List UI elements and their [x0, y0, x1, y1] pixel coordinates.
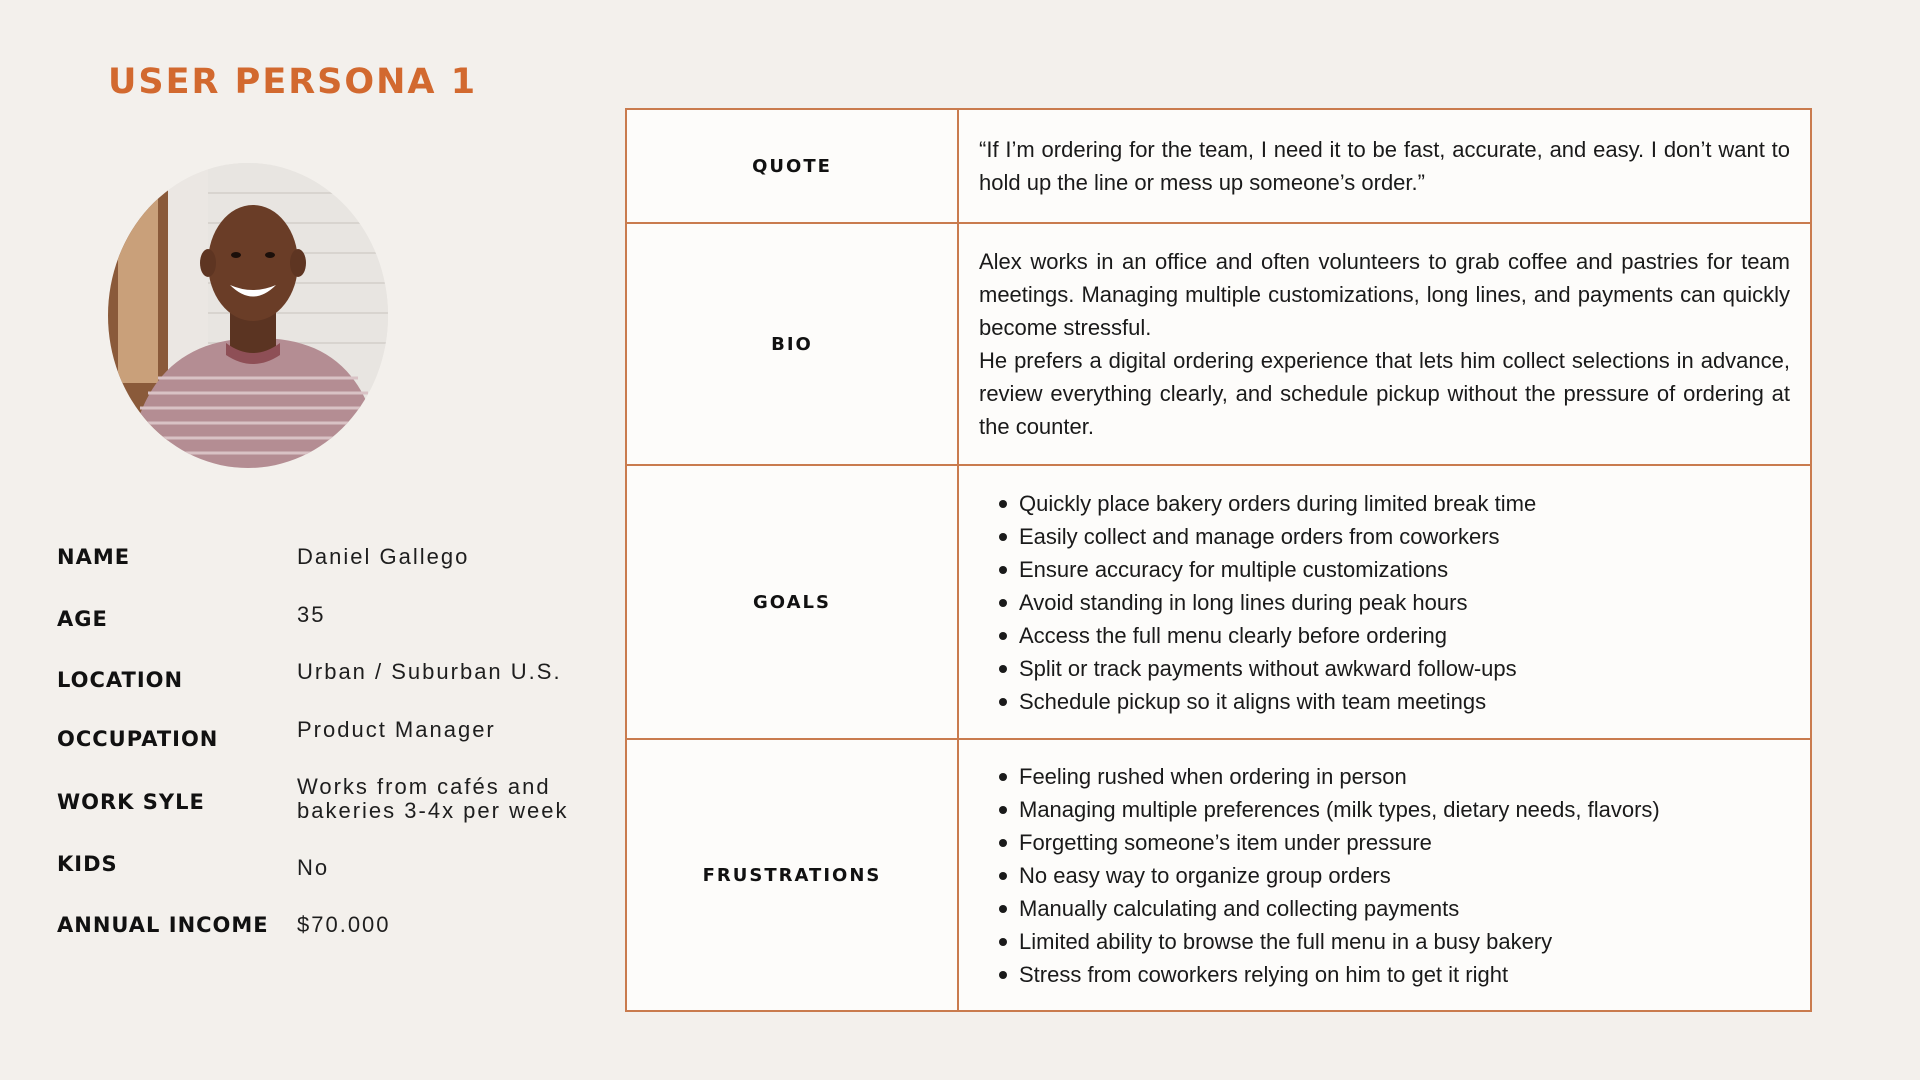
profile-value-name: Daniel Gallego: [297, 544, 470, 569]
profile-label-income: ANNUAL INCOME: [57, 913, 269, 937]
goal-item: Quickly place bakery orders during limited break time: [1019, 487, 1790, 520]
goals-content: [979, 466, 1790, 738]
profile-row-kids: [57, 852, 597, 892]
table-row-frustrations: [627, 740, 1810, 1010]
profile-row-occupation: [57, 718, 597, 758]
frustration-item: Stress from coworkers relying on him to get it right: [1019, 958, 1790, 991]
frustration-item: Feeling rushed when ordering in person: [1019, 760, 1790, 793]
table-row-quote: [627, 110, 1810, 224]
profile-label-name: NAME: [57, 545, 131, 569]
profile-row-name: [57, 545, 597, 585]
profile-value-location: Urban / Suburban U.S.: [297, 659, 562, 684]
table-row-bio: [627, 224, 1810, 466]
frustration-item: No easy way to organize group orders: [1019, 859, 1790, 892]
profile-row-income: [57, 913, 597, 953]
goal-item: Avoid standing in long lines during peak hours: [1019, 586, 1790, 619]
profile-value-work-style-line-1: Works from cafés and: [297, 774, 551, 799]
table-row-goals: [627, 466, 1810, 740]
goal-item: Schedule pickup so it aligns with team meetings: [1019, 685, 1790, 718]
bio-paragraph: He prefers a digital ordering experience that lets him collect selections in advance, review everything clearly, and schedule pickup without the pressure of ordering at the counter.: [979, 348, 1790, 439]
profile-label-kids: KIDS: [57, 852, 118, 876]
frustrations-label: FRUSTRATIONS: [627, 740, 959, 1010]
profile-value-income: $70.000: [297, 912, 391, 937]
goal-item: Split or track payments without awkward follow-ups: [1019, 652, 1790, 685]
profile-row-work-style: [57, 775, 597, 835]
bio-label: BIO: [627, 224, 959, 464]
profile-label-age: AGE: [57, 607, 108, 631]
profile-value-work-style: [297, 775, 568, 823]
goals-label: GOALS: [627, 466, 959, 738]
profile-value-work-style-line-2: bakeries 3-4x per week: [297, 798, 569, 823]
profile-value-age: 35: [297, 602, 326, 627]
frustrations-list: [979, 760, 1790, 991]
quote-label: QUOTE: [627, 110, 959, 222]
bio-paragraph: Alex works in an office and often volunteers to grab coffee and pastries for team meetings. Managing multiple customizations, long lines, and payments can quickly become stressful.: [979, 249, 1790, 340]
profile-label-location: LOCATION: [57, 668, 184, 692]
goal-item: Ensure accuracy for multiple customizations: [1019, 553, 1790, 586]
frustration-item: Manually calculating and collecting payments: [1019, 892, 1790, 925]
quote-content: [979, 110, 1790, 222]
profile-row-age: [57, 603, 597, 643]
frustrations-content: [979, 740, 1790, 1010]
frustration-item: Limited ability to browse the full menu in a busy bakery: [1019, 925, 1790, 958]
quote-text: “If I’m ordering for the team, I need it to be fast, accurate, and easy. I don’t want to hold up the line or mess up someone’s order.”: [979, 137, 1790, 195]
persona-table: [625, 108, 1812, 1012]
profile-label-occupation: OCCUPATION: [57, 727, 219, 751]
profile-label-work-style: WORK SYLE: [57, 790, 205, 814]
frustration-item: Forgetting someone’s item under pressure: [1019, 826, 1790, 859]
persona-photo: [108, 163, 388, 468]
persona-portrait-illustration: [108, 163, 388, 468]
page-title: USER PERSONA 1: [108, 62, 478, 102]
profile-row-location: [57, 660, 597, 700]
profile-value-kids: No: [297, 855, 330, 880]
frustration-item: Managing multiple preferences (milk types, dietary needs, flavors): [1019, 793, 1790, 826]
bio-content: [979, 224, 1790, 464]
goal-item: Easily collect and manage orders from coworkers: [1019, 520, 1790, 553]
goals-list: [979, 487, 1790, 718]
profile-value-occupation: Product Manager: [297, 717, 496, 742]
goal-item: Access the full menu clearly before ordering: [1019, 619, 1790, 652]
